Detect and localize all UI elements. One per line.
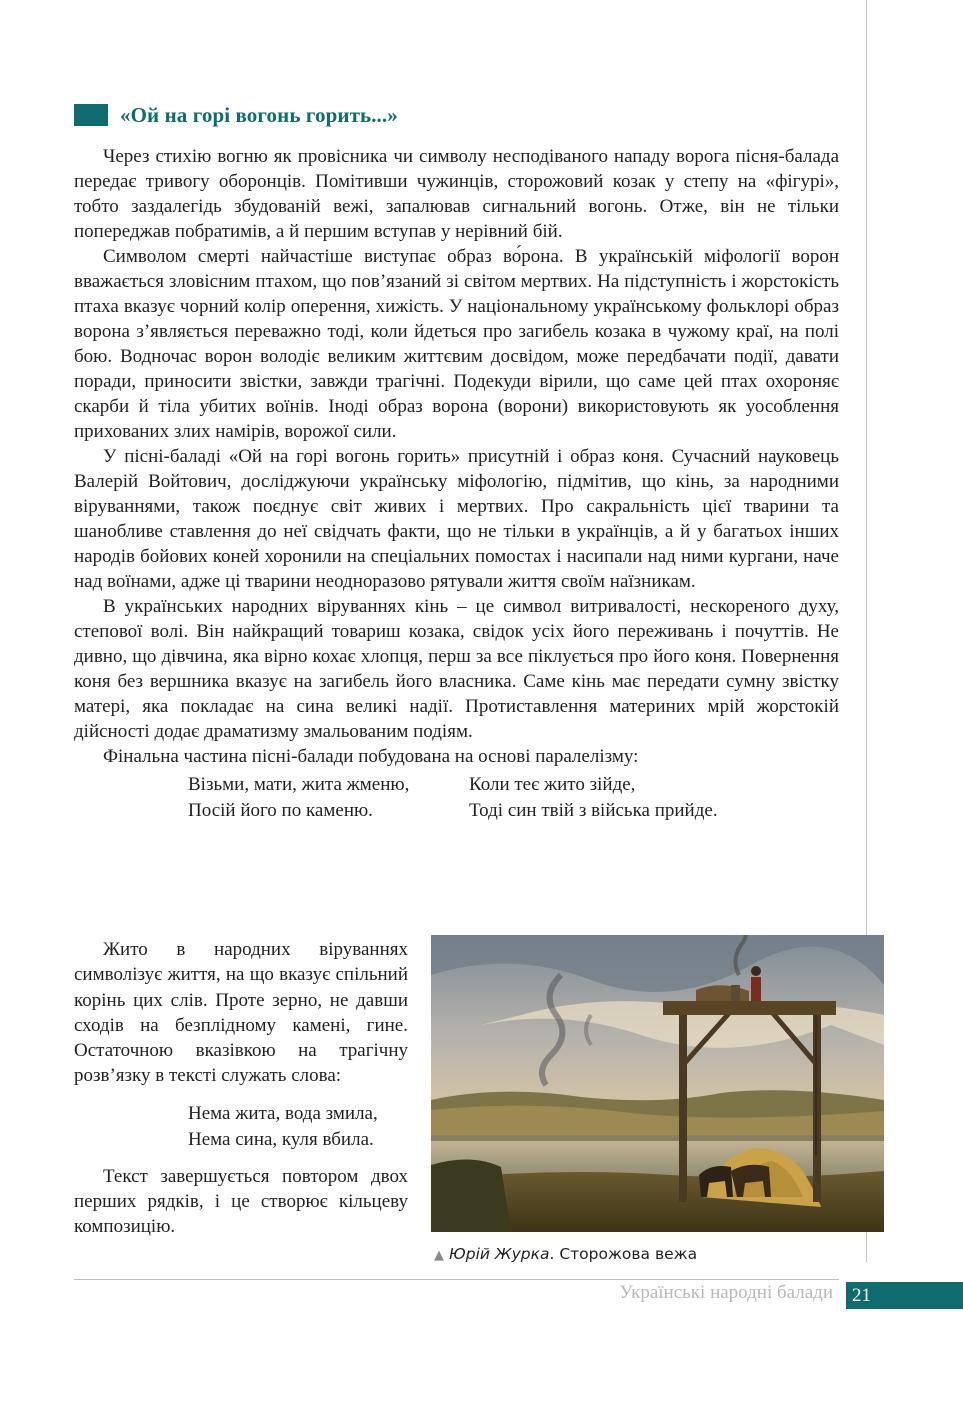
heading-marker [74,104,108,126]
paragraph: Символом смерті найчастіше виступає образ во́рона. В українській міфології ворон вважається зловісним птахом, що пов’язаний зі світом мертвих. На підступність і жорстокість птаха вказує чорний колір оперення, хижість. У національному українському фольклорі образ ворона з’являється переважно тоді, коли йдеться про загибель козака в чужому краї, на полі бою. Водночас ворон володіє великим життєвим досвідом, може передбачати події, давати поради, приносити звістки, завжди трагічні. Подекуди вірили, що саме цей птах охороняє скарби й тіла убитих воїнів. Іноді образ ворона (ворони) використовують як уособлення прихованих злих намірів, ворожої сили. [74,246,839,442]
triangle-icon: ▲ [434,1248,444,1263]
verse-right-column [469,772,769,824]
caption-title: Сторожова вежа [559,1245,698,1263]
verse-line: Нема сина, куля вбила. [188,1128,374,1150]
verse-left-column [188,772,469,824]
main-text [74,144,839,824]
paragraph: В українських народних віруваннях кінь – це символ витривалості, нескореного духу, степової волі. Він найкращий товариш козака, свідок усіх його переживань і почуттів. Не дивно, що дівчина, яка вірно кохає хлопця, перш за все піклується про його коня. Повернення коня без вершника вказує на загибель його власника. Саме кінь має передати сумну звістку матері, яка покладає на сина великі надії. Протиставлення материних мрій жорстокій дійсності додає драматизму змальованим подіям. [74,596,839,742]
verse-quote [188,1101,408,1153]
verse-line: Візьми, мати, жита жменю, [188,774,410,795]
paragraph: Фінальна частина пісні-балади побудована на основі паралелізму: [103,746,639,767]
watchtower-painting [431,935,884,1232]
verse-line: Тоді син твій з війська прийде. [469,800,718,821]
verse-line: Нема жита, вода змила, [188,1102,378,1124]
paragraph: Через стихію вогню як провісника чи символу несподіваного нападу ворога пісня-балада передає тривогу оборонців. Помітивши чужинців, сторожовий козак у степу на «фігурі», тобто заздалегідь збудованій вежі, запалював сигнальний вогонь. Отже, він не тільки попереджав побратимів, а й першим вступав у нерівний бій. [74,146,839,242]
caption-separator: . [549,1245,560,1263]
section-title: «Ой на горі вогонь горить...» [120,102,398,127]
paragraph: У пісні-баладі «Ой на горі вогонь горить» присутній і образ коня. Сучасний науковець Валерій Войтович, досліджуючи українську міфологію, підмітив, що кінь, за народними віруваннями, також поєднує світ живих і мертвих. Про сакральність цієї тварини та шанобливе ставлення до неї свідчать факти, що не тільки в українців, а й у багатьох інших народів бойових коней хоронили на спеціальних помостах і насипали над ними кургани, наче над воїнами, адже ці тварини неодноразово рятували життя своїм наїзникам. [74,446,839,592]
verse-quote [188,772,839,824]
section-heading [74,98,398,132]
verse-line: Посій його по каменю. [188,800,373,821]
page-number: 21 [846,1282,963,1309]
caption-author: Юрій Журка [449,1245,550,1263]
running-footer-title: Українські народні балади [619,1282,833,1303]
verse-line: Коли теє жито зійде, [469,774,636,795]
painting-image [431,935,884,1232]
image-caption [434,1245,697,1263]
paragraph: Текст завершується повтором двох перших рядків, і це створює кільцеву композицію. [74,1165,408,1238]
footer-divider [74,1279,839,1280]
side-text [74,937,408,1240]
paragraph: Жито в народних віруваннях символізує життя, на що вказує спільний корінь цих слів. Проте зерно, не давши сходів на безплідному камені, гине. Остаточною вказівкою на трагічну розв’язку в тексті служать слова: [74,939,408,1087]
